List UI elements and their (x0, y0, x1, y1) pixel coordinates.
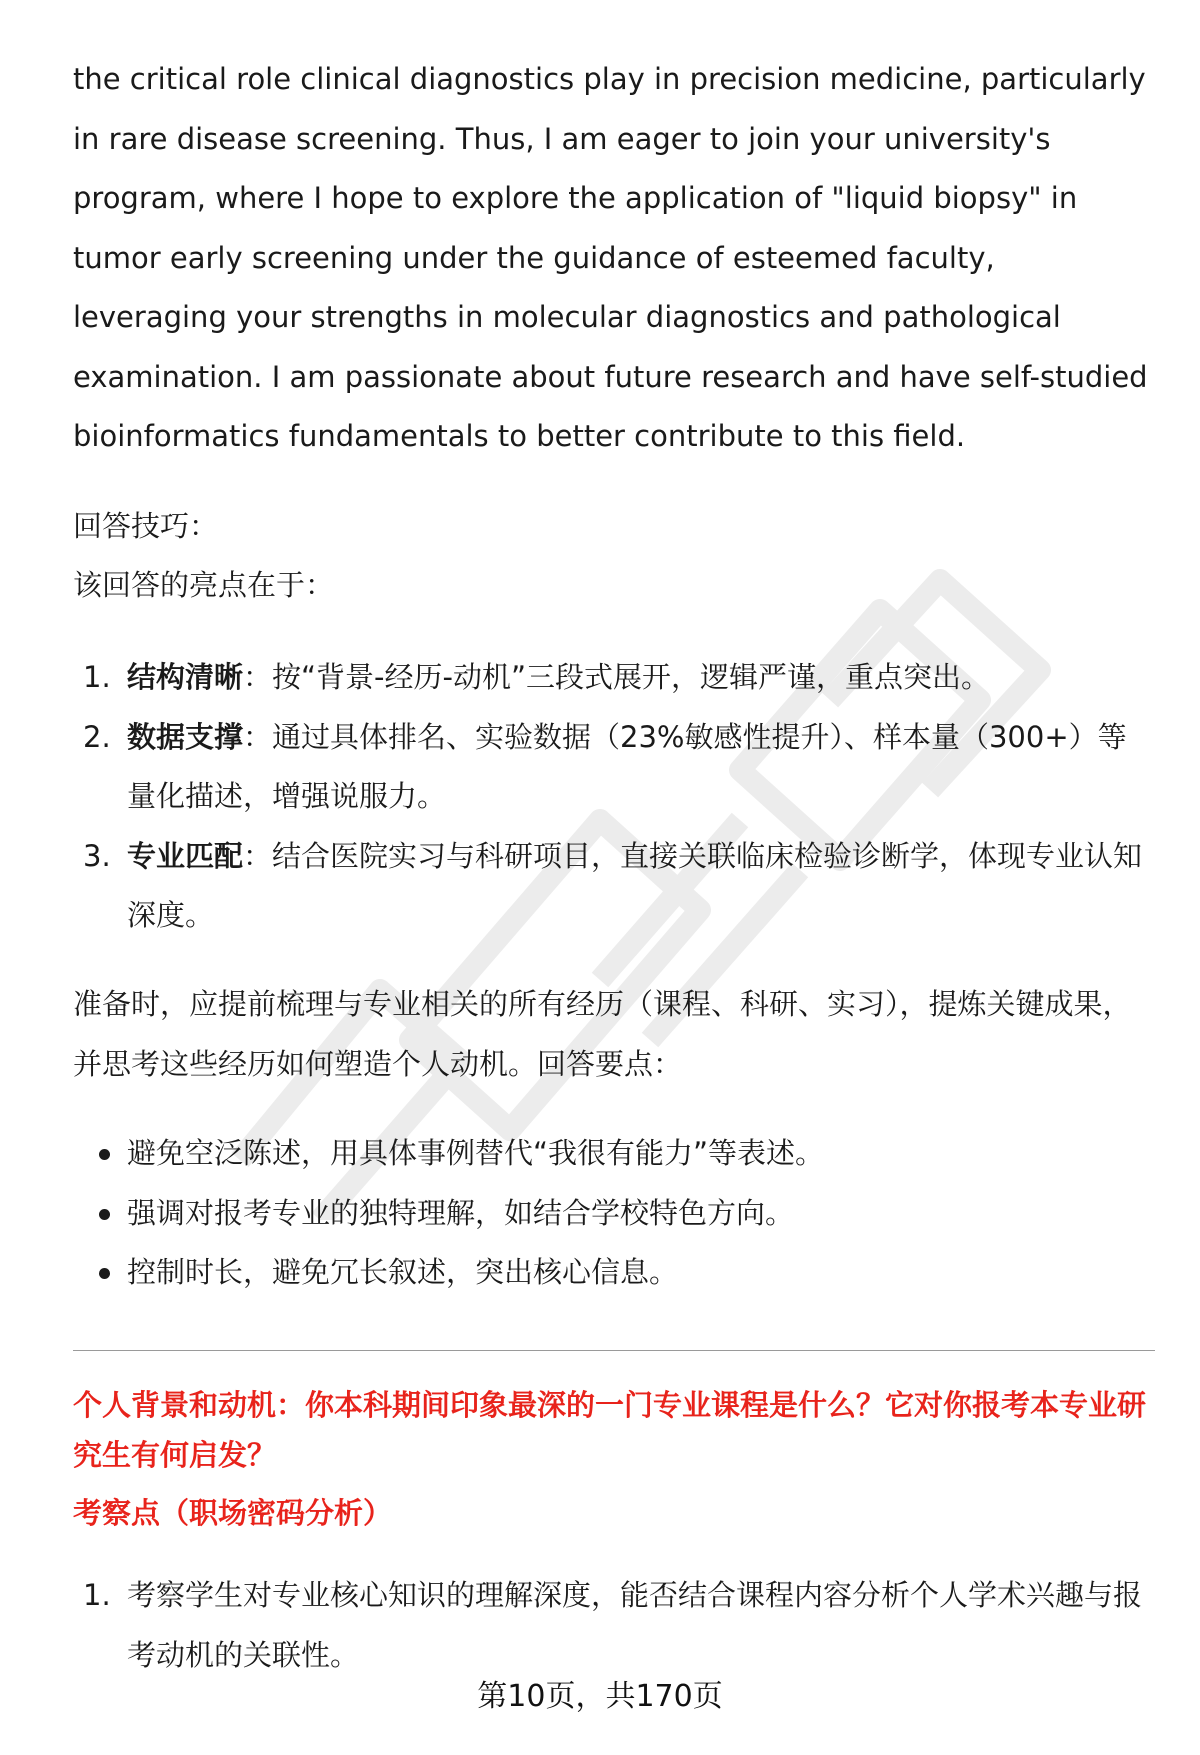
bullet-icon (99, 1268, 110, 1279)
assessment-list (73, 1566, 1155, 1685)
prep-paragraph: 准备时，应提前梳理与专业相关的所有经历（课程、科研、实习），提炼关键成果，并思考这些经历如何塑造个人动机。回答要点： (73, 987, 1132, 1081)
key-point-text: 避免空泛陈述，用具体事例替代“我很有能力”等表述。 (127, 1136, 825, 1170)
list-item (73, 827, 1155, 946)
bullet-icon (99, 1209, 110, 1220)
assessment-heading: 考察点（职场密码分析） (73, 1496, 393, 1530)
section-divider (73, 1350, 1155, 1351)
list-item (73, 1124, 1155, 1184)
page-footer: 第10页，共170页 (477, 1679, 723, 1714)
list-number: 1. (83, 1578, 111, 1612)
key-points-list (73, 1124, 1155, 1303)
list-item (73, 648, 1155, 708)
question-title: 个人背景和动机：你本科期间印象最深的一门专业课程是什么？它对你报考本专业研究生有何启发？ (73, 1388, 1147, 1472)
list-number: 1. (83, 660, 111, 694)
highlight-text: ：按“背景-经历-动机”三段式展开，逻辑严谨，重点突出。 (243, 660, 990, 694)
list-item (73, 1566, 1155, 1685)
key-point-text: 强调对报考专业的独特理解，如结合学校特色方向。 (127, 1195, 795, 1230)
list-item (73, 708, 1155, 827)
highlights-list (73, 648, 1155, 946)
tips-heading: 回答技巧： (73, 509, 219, 543)
tips-subheading: 该回答的亮点在于： (73, 568, 335, 602)
assessment-text: 考察学生对专业核心知识的理解深度，能否结合课程内容分析个人学术兴趣与报考动机的关联性。 (127, 1578, 1143, 1672)
list-item (73, 1184, 1155, 1244)
key-point-text: 控制时长，避免冗长叙述，突出核心信息。 (127, 1255, 679, 1289)
intro-paragraph: the critical role clinical diagnostics play in precision medicine, particularly in rare disease screening. Thus, I am eager to join your university's program, where I hope to explore the application of "liquid biopsy" in tumor early screening under the guidance of esteemed faculty, leveraging your strengths in molecular diagnostics and pathological examination. I am passionate about future research and have self-studied bioinformatics fundamentals to better contribute to this field. (73, 62, 1148, 453)
highlight-text: ：通过具体排名、实验数据（23%敏感性提升）、样本量（300+）等量化描述，增强说服力。 (127, 719, 1127, 813)
bullet-icon (99, 1149, 110, 1160)
list-number: 3. (83, 838, 111, 873)
list-number: 2. (83, 719, 111, 754)
highlight-title: 结构清晰 (127, 660, 244, 694)
highlight-title: 专业匹配 (127, 838, 244, 873)
highlight-text: ：结合医院实习与科研项目，直接关联临床检验诊断学，体现专业认知深度。 (127, 838, 1143, 932)
highlight-title: 数据支撑 (127, 719, 244, 754)
list-item (73, 1243, 1155, 1303)
